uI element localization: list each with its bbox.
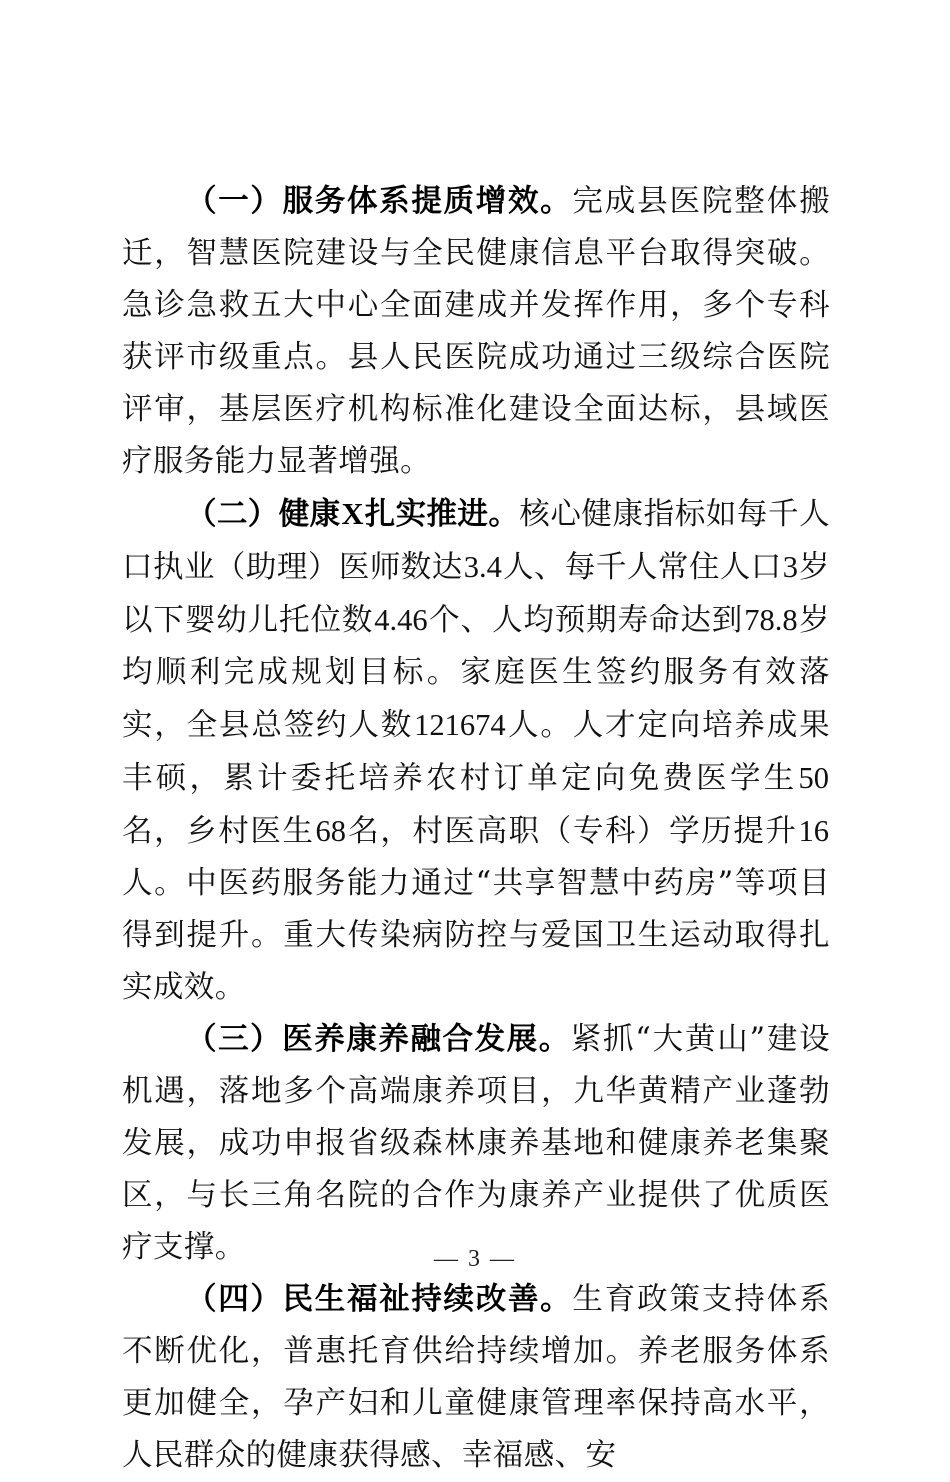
section-paragraph-3 — [122, 1014, 830, 1274]
section-marker-2: （二） — [186, 497, 279, 532]
page-footer — [0, 1244, 950, 1274]
section-paragraph-4 — [122, 1274, 830, 1482]
section-marker-4: （四） — [186, 1282, 283, 1317]
metric-age-threshold: 3 — [782, 550, 799, 584]
section-heading-3: 医养康养融合发展。 — [282, 1022, 571, 1057]
section-body-2-run4: 个、人均预期寿命达到 — [428, 603, 744, 638]
section-body-2-run9: 人。中医药服务能力通过“共享智慧中药房”等项目得到提升。重大传染病防控与爱国卫生运动取得扎实成效。 — [122, 866, 830, 1005]
section-heading-2-part1: 健康 — [278, 497, 341, 532]
metric-contracted-residents: 121674 — [414, 708, 506, 742]
section-body-2-run7: 名，乡村医生 — [122, 814, 315, 849]
section-paragraph-2 — [122, 488, 830, 1014]
section-marker-3: （三） — [186, 1022, 283, 1057]
section-heading-2-part2: 扎实推进。 — [364, 497, 520, 532]
section-paragraph-1 — [122, 176, 830, 488]
section-body-4: 生育政策支持体系不断优化，普惠托育供给持续增加。养老服务体系更加健全，孕产妇和儿童健康管理率保持高水平，人民群众的健康获得感、幸福感、安 — [122, 1282, 830, 1473]
section-body-2-run5: 岁均顺利完成规划目标。家庭医生签约服务有效落实，全县总签约人数 — [122, 603, 831, 743]
section-marker-1: （一） — [186, 184, 283, 219]
metric-life-expectancy: 78.8 — [744, 603, 798, 637]
section-body-2-run6: 人。人才定向培养成果丰硕，累计委托培养农村订单定向免费医学生 — [122, 708, 830, 796]
metric-village-doctors: 68 — [315, 814, 347, 848]
section-heading-1: 服务体系提质增效。 — [282, 184, 573, 219]
section-heading-4: 民生福祉持续改善。 — [282, 1282, 573, 1317]
section-body-2-run1: 核心健康指标如每千人口执业（助理）医师数达 — [122, 497, 830, 585]
section-body-2-run8: 名，村医高职（专科）学历提升 — [347, 814, 798, 849]
page-number: — 3 — — [434, 1246, 516, 1272]
section-body-3: 紧抓“大黄山”建设机遇，落地多个高端康养项目，九华黄精产业蓬勃发展，成功申报省级森林康养基地和健康养老集聚区，与长三角名院的合作为康养产业提供了优质医疗支撑。 — [122, 1022, 830, 1265]
metric-physicians-per-1000: 3.4 — [463, 550, 502, 584]
section-heading-2-placeholder: X — [341, 497, 364, 531]
section-body-1: 完成县医院整体搬迁，智慧医院建设与全民健康信息平台取得突破。急诊急救五大中心全面建成并发挥作用，多个专科获评市级重点。县人民医院成功通过三级综合医院评审，基层医疗机构标准化建设全面达标，县域医疗服务能力显著增强。 — [122, 184, 830, 479]
section-body-2-run2: 人、每千人常住人口 — [502, 550, 782, 585]
section-body-2-run3: 岁以下婴幼儿托位数 — [122, 550, 830, 638]
metric-childcare-slots: 4.46 — [374, 603, 428, 637]
metric-free-med-students: 50 — [798, 761, 829, 795]
document-body — [122, 176, 830, 1482]
metric-degree-upgrades: 16 — [798, 814, 829, 848]
